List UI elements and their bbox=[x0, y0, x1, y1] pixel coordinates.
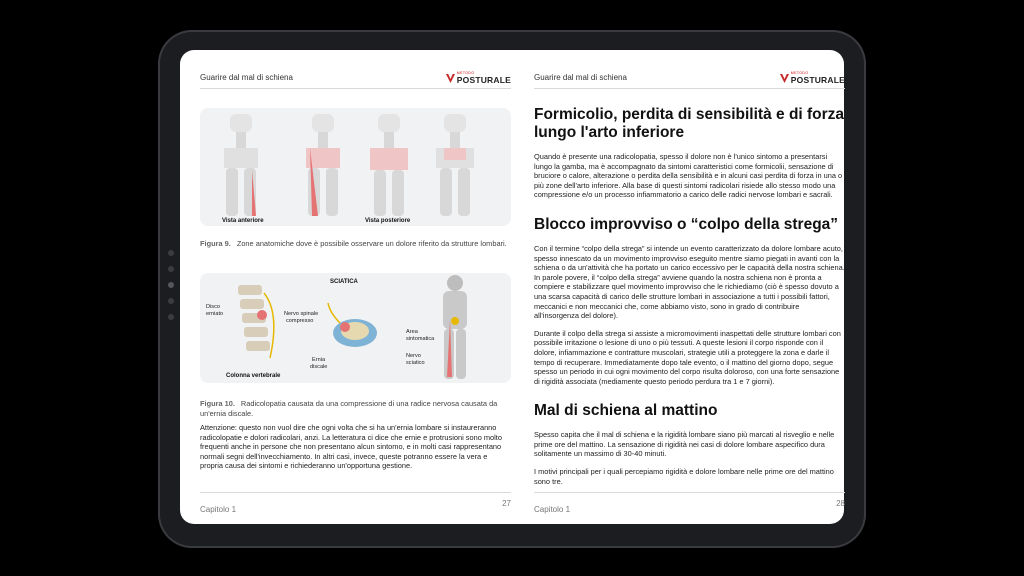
page-header bbox=[534, 72, 845, 89]
svg-text:sintomatica: sintomatica bbox=[406, 336, 435, 342]
page-header bbox=[200, 72, 511, 89]
caption-figure-9 bbox=[200, 239, 511, 249]
skeleton-back-2 bbox=[370, 114, 408, 216]
brand-logo: METODO POSTURALE bbox=[780, 71, 845, 85]
svg-text:discale: discale bbox=[310, 364, 328, 370]
section-heading: Formicolio, perdita di sensibilità e di forza lungo l'arto inferiore bbox=[534, 106, 845, 141]
caption-figure-10 bbox=[200, 399, 511, 418]
footer-chapter: Capitolo 1 bbox=[200, 505, 237, 514]
page-number: 28 bbox=[836, 499, 845, 508]
svg-text:Ernia: Ernia bbox=[312, 357, 326, 363]
paragraph: I motivi principali per i quali percepiamo rigidità e dolore lombare nelle prime ore del mattino sono tre. bbox=[534, 467, 834, 486]
page-left bbox=[200, 50, 511, 524]
figure-10 bbox=[200, 273, 511, 383]
paragraph: Con il termine “colpo della strega” si intende un evento caratterizzato da dolore lombare acuto, spesso innescato da un movimento improvviso eseguito mentre siamo piegati in avanti con la schiena o da un'attività che ha portato un carico eccessivo per le capacità della nostra schiena. In parole povere, il “colpo della strega” avviene quando la nostra schiena non è pronta a compiere e stabilizzare quel movimento improvviso che le richiediamo (ciò è spesso dovuto a una scarsa capacità di carico delle strutture lombari in associazione a tutti i possibili fattori, meccanici e non meccanici che, come abbiamo visto, sono in grado di contribuire all'insorgenza del dolore). bbox=[534, 243, 845, 321]
skeleton-front-1 bbox=[224, 114, 258, 216]
brand-logo: METODO POSTURALE bbox=[446, 71, 511, 85]
spine-column-drawing bbox=[238, 285, 274, 358]
page-number: 27 bbox=[502, 499, 511, 508]
svg-text:sciatico: sciatico bbox=[406, 360, 425, 366]
figure-9 bbox=[200, 108, 511, 226]
tablet-side-buttons bbox=[166, 250, 176, 330]
left-body-text bbox=[200, 423, 511, 479]
svg-text:Nervo spinale: Nervo spinale bbox=[284, 311, 319, 317]
footer-chapter: Capitolo 1 bbox=[534, 505, 571, 514]
reader-screen bbox=[180, 50, 844, 524]
label-front-view: Vista anteriore bbox=[222, 218, 264, 224]
section-heading: Mal di schiena al mattino bbox=[534, 402, 718, 420]
paragraph: Attenzione: questo non vuol dire che ogni volta che si ha un'ernia lombare si instaureranno radicolopatie e dolori radicolari, anzi. La letteratura ci dice che ernie e protrusioni sono molto frequenti anche in persone che non presentano alcun sintomo, e in molti casi rappresentano normali segni dell'invecchiamento. In altri casi, invece, queste potranno essere la vera e propria causa dei sintomi e richiederanno un'opportuna gestione. bbox=[200, 423, 502, 471]
paragraph: Quando è presente una radicolopatia, spesso il dolore non è l'unico sintomo a presentarsi lungo la gamba, ma è accompagnato da sintomi caratteristici come formicolii, sensazione di bruciore o calore, alterazione o perdita della sensibilità e in alcuni casi perdita di forza in una o più zone dell'arto inferiore. Alla base di questi sintomi radicolari risiede allo stesso modo una compressione e/o un processo infiammatorio a carico delle radici nervose lombari e sacrali. bbox=[534, 152, 843, 200]
svg-text:Area: Area bbox=[406, 329, 418, 335]
page-footer bbox=[200, 492, 511, 517]
book-title: Guarire dal mal di schiena bbox=[200, 73, 293, 82]
svg-text:erniato: erniato bbox=[206, 311, 224, 317]
caption-number: Figura 10. bbox=[200, 399, 235, 408]
page-footer bbox=[534, 492, 845, 517]
label-spine: Colonna vertebrale bbox=[226, 373, 281, 379]
sciatica-illustration bbox=[200, 273, 511, 383]
v-logo-icon bbox=[780, 74, 789, 83]
sciatica-title: SCIATICA bbox=[330, 279, 358, 285]
page-right bbox=[534, 50, 845, 524]
body-outline-drawing bbox=[443, 275, 467, 379]
section-heading: Blocco improvviso o “colpo della strega” bbox=[534, 215, 839, 233]
book-title: Guarire dal mal di schiena bbox=[534, 73, 627, 82]
vertebra-cross-section bbox=[328, 303, 377, 347]
skeleton-back-1 bbox=[306, 114, 340, 216]
caption-number: Figura 9. bbox=[200, 239, 231, 248]
v-logo-icon bbox=[446, 74, 455, 83]
skeleton-back-3 bbox=[436, 114, 474, 216]
right-body bbox=[534, 106, 845, 494]
svg-text:Disco: Disco bbox=[206, 304, 220, 310]
caption-text: Zone anatomiche dove è possibile osservare un dolore riferito da strutture lombari. bbox=[236, 239, 507, 248]
svg-text:Nervo: Nervo bbox=[406, 353, 421, 359]
label-back-view: Vista posteriore bbox=[365, 218, 411, 224]
skeleton-illustration bbox=[200, 108, 511, 226]
caption-text: Radicolopatia causata da una compressione di una radice nervosa causata da un'ernia discale. bbox=[200, 399, 498, 418]
paragraph: Spesso capita che il mal di schiena e la rigidità lombare siano più marcati al risveglio e nelle prime ore del mattino. La sensazione di rigidità nei casi di dolore lombare aspecifico dura solitamente un massimo di 30-40 minuti. bbox=[534, 430, 835, 459]
svg-text:compresso: compresso bbox=[286, 318, 314, 324]
paragraph: Durante il colpo della strega si assiste a micromovimenti inaspettati delle strutture lombari con possibile irritazione o lesione di uno o più tessuti. A queste lesioni il corpo risponde con il dolore, infiammazione e contratture muscolari, strategie utili a proteggere la zona e darle il tempo di recuperare. Immediatamente dopo tale evento, o il mattino del giorno dopo, segue spesso un periodo in cui ogni movimento del corpo risulta doloroso, con una forte sensazione di rigidità associata (mediamente questo periodo perdura tra 1 e 7 giorni). bbox=[534, 328, 841, 386]
